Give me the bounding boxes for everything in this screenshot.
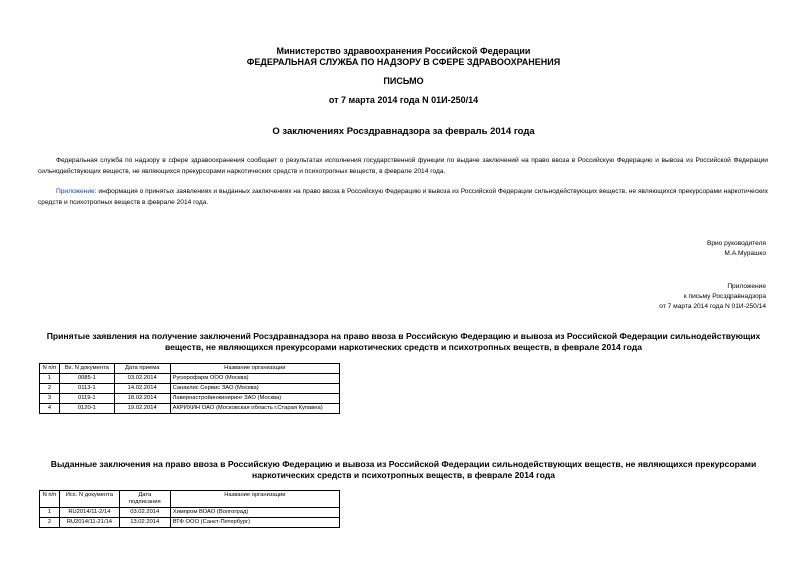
column-header: Название организации [170,364,339,374]
table-cell: Химпром ВОАО (Волгоград) [170,508,339,518]
attachment-paragraph [38,187,768,208]
document-date: от 7 марта 2014 года N 01И-250/14 [328,95,479,105]
table-row [40,518,340,528]
attachment-text: : информация о принятых заявлениях и выданных заключениях на право ввоза в Российскую Федерацию и вывоза из Российской Федерации сильнодействующих веществ, не являющихся прекурсорами наркотических средств и психотропных веществ в феврале 2014 года. [38,188,768,206]
service-name: ФЕДЕРАЛЬНАЯ СЛУЖБА ПО НАДЗОРУ В СФЕРЕ ЗДРАВООХРАНЕНИЯ [246,57,561,67]
table-cell: 2 [40,518,60,528]
body-paragraph: Федеральная служба по надзору в сфере здравоохранения сообщает о результатах исполнения государственной функции по выдаче заключений на право ввоза в Российскую Федерацию и вывоза из Российской Федерации сильнодействующих веществ, не являющихся прекурсорами наркотических средств и психотропных веществ, в феврале 2014 года. [38,157,768,175]
table-cell: 13.02.2014 [119,518,170,528]
attachment-link[interactable]: Приложение [56,188,95,195]
appendix-date: от 7 марта 2014 года N 01И-250/14 [659,303,766,310]
table-cell: 03.02.2014 [119,508,170,518]
table1-title: Принятые заявления на получение заключений Росздравнадзора на право ввоза в Российскую Федерацию и вывоза из Российской Федерации сильнодействующих веществ, не являющихся прекурсорами наркотических средств и психотропных веществ, в феврале 2014 года [46,331,761,352]
table-cell: 3 [40,394,60,404]
table-cell: 0085-1 [59,374,114,384]
table-row [40,508,340,518]
table-cell: 19.02.2014 [114,404,170,414]
table-row [40,374,340,384]
column-header: Вх. N документа [59,364,114,374]
column-header: N п/п [40,364,60,374]
column-header: N п/п [40,491,60,508]
document-subject: О заключениях Росздравнадзора за февраль 2014 года [272,126,535,137]
table-cell: Санаклис Сервис ЗАО (Москва) [170,384,339,394]
signature-name: М.А.Мурашко [724,250,766,257]
conclusions-table [39,490,340,528]
applications-table [39,363,340,414]
table-header-row [40,491,340,508]
column-header: Дата подписания [119,491,170,508]
column-header: Название организации [170,491,339,508]
document-type: ПИСЬМО [383,76,424,86]
table-cell: Русюрофарм ООО (Москва) [170,374,339,384]
table-cell: 18.02.2014 [114,394,170,404]
table-row [40,394,340,404]
table-row [40,384,340,394]
table-cell: 0120-1 [59,404,114,414]
table-cell: 1 [40,508,60,518]
table-cell: 03.02.2014 [114,374,170,384]
table-cell: 0119-1 [59,394,114,404]
table-cell: АКРИХИН ОАО (Московская область г.Старая Купавна) [170,404,339,414]
table-cell: 4 [40,404,60,414]
table-cell: ВТФ ООО (Санкт-Петербург) [170,518,339,528]
table-cell: 2 [40,384,60,394]
appendix-reference: к письму Росздравнадзора [683,293,766,300]
table-cell: RU2014/11-21/14 [59,518,119,528]
column-header: Исх. N документа [59,491,119,508]
signature-position: Врио руководителя [706,240,766,247]
table-cell: 0113-1 [59,384,114,394]
table-header-row [40,364,340,374]
table-cell: RU2014/11-2/14 [59,508,119,518]
ministry-name: Министерство здравоохранения Российской Федерации [276,46,531,56]
table-cell: 14.02.2014 [114,384,170,394]
table2-title: Выданные заключения на право ввоза в Российскую Федерацию и вывоза из Российской Федерации сильнодействующих веществ, не являющихся прекурсорами наркотических средств и психотропных веществ, в феврале 2014 года [50,459,757,480]
appendix-note [659,282,766,312]
signature-block [707,239,766,259]
column-header: Дата приема [114,364,170,374]
table-cell: 1 [40,374,60,384]
table-row [40,404,340,414]
appendix-label: Приложение [727,283,766,290]
table-cell: Лавернастройинжиниринг ЗАО (Москва) [170,394,339,404]
